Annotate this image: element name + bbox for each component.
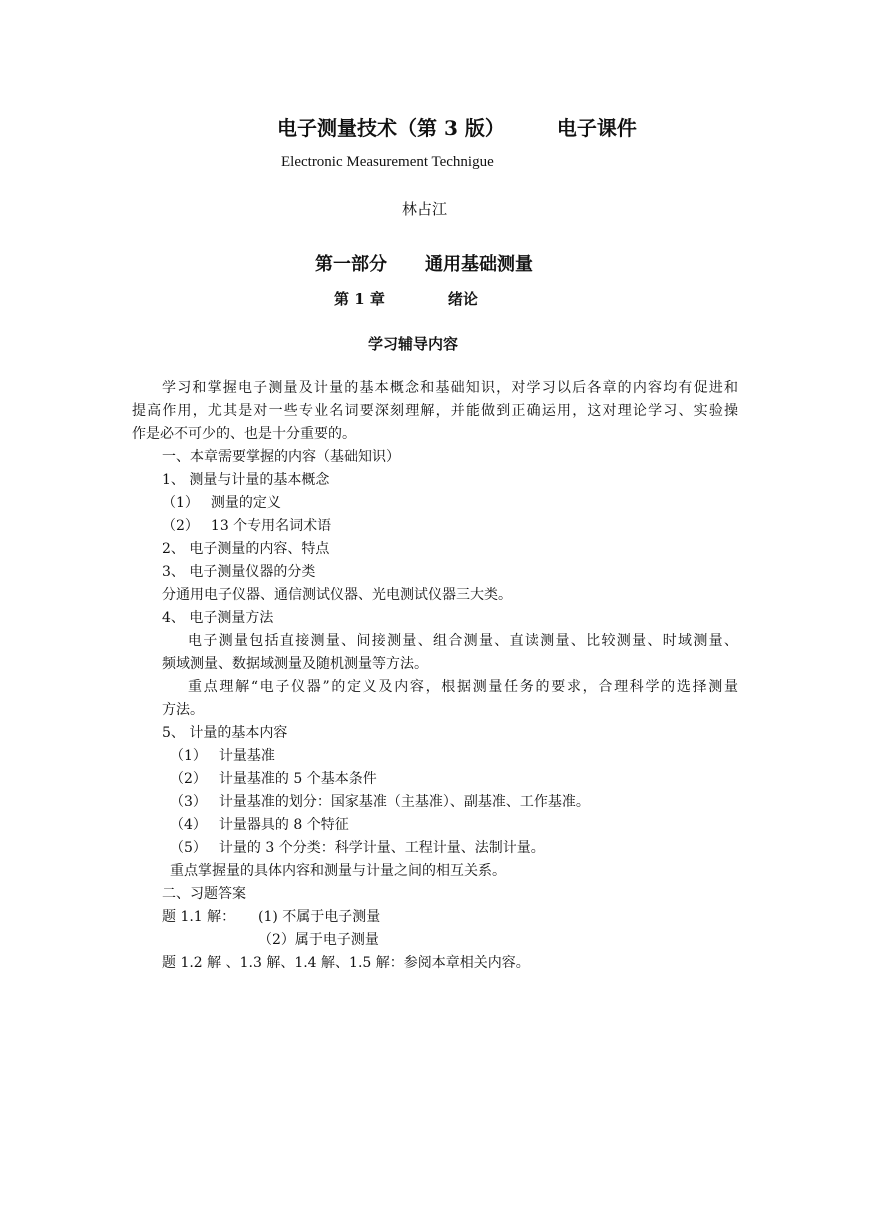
item-2-title: 2、 电子测量的内容、特点: [162, 541, 330, 557]
item-5-note: 重点掌握量的具体内容和测量与计量之间的相互关系。: [170, 863, 506, 879]
item-5-sub-1-num: （1）: [170, 748, 207, 764]
q1-label: 题 1.1 解：: [162, 909, 236, 925]
item-5-sub-1-text: 计量基准: [218, 748, 275, 764]
item-3-title: 3、 电子测量仪器的分类: [162, 564, 316, 580]
chapter-name: 绪论: [447, 290, 478, 308]
doc-title-main: 电子测量技术（第 3 版）: [277, 116, 505, 140]
item-1-title: 1、 测量与计量的基本概念: [162, 472, 330, 488]
item-5-sub-3-text: 计量基准的划分：国家基准（主基准）、副基准、工作基准。: [218, 794, 590, 810]
section-title: 学习辅导内容: [368, 335, 459, 353]
part-label: 第一部分: [315, 254, 387, 275]
intro-line-1: 学习和掌握电子测量及计量的基本概念和基础知识，对学习以后各章的内容均有促进和: [162, 380, 738, 396]
item-5-sub-5: [170, 838, 545, 858]
doc-subtitle-en: Electronic Measurement Technigue: [281, 154, 494, 170]
item-4-para-2-line-1: 重点理解“电子仪器”的定义及内容，根据测量任务的要求，合理科学的选择测量: [188, 679, 738, 695]
item-4-para-2-line-2: 方法。: [162, 702, 204, 718]
item-4-para-1-line-1: 电子测量包括直接测量、间接测量、组合测量、直读测量、比较测量、时域测量、: [188, 633, 738, 649]
part-one-heading: 一、本章需要掌握的内容（基础知识）: [162, 449, 400, 465]
item-4-para-1-line-2: 频域测量、数据域测量及随机测量等方法。: [162, 656, 428, 672]
item-5-sub-2: [170, 769, 377, 789]
intro-line-3: 作是必不可少的、也是十分重要的。: [132, 426, 356, 442]
item-5-sub-5-num: （5）: [170, 840, 207, 856]
chapter-heading: [334, 289, 478, 309]
item-5-sub-4: [170, 815, 349, 835]
doc-title: [277, 115, 637, 141]
item-5-sub-3-num: （3）: [170, 794, 207, 810]
item-5-sub-4-num: （4）: [170, 817, 207, 833]
item-1-sub-2-text: 13 个专用名词术语: [210, 518, 332, 534]
q-rest-answer: 题 1.2 解 、1.3 解、1.4 解、1.5 解：参阅本章相关内容。: [162, 955, 530, 971]
item-5-sub-4-text: 计量器具的 8 个特征: [218, 817, 349, 833]
doc-author: 林占江: [402, 200, 448, 218]
part-heading: [315, 253, 533, 277]
part-name: 通用基础测量: [425, 254, 533, 275]
item-1-sub-1-num: （1）: [162, 495, 199, 511]
item-5-sub-1: [170, 746, 275, 766]
item-5-sub-3: [170, 792, 590, 812]
item-1-sub-1-text: 测量的定义: [210, 495, 281, 511]
item-5-sub-2-num: （2）: [170, 771, 207, 787]
item-3-desc: 分通用电子仪器、通信测试仪器、光电测试仪器三大类。: [162, 587, 512, 603]
part-two-heading: 二、习题答案: [162, 886, 246, 902]
q1-answer-1: (1) 不属于电子测量: [258, 909, 381, 925]
item-5-title: 5、 计量的基本内容: [162, 725, 288, 741]
item-1-sub-2-num: （2）: [162, 518, 199, 534]
chapter-label: 第 1 章: [334, 290, 385, 308]
doc-title-suffix: 电子课件: [556, 116, 637, 140]
item-5-sub-5-text: 计量的 3 个分类：科学计量、工程计量、法制计量。: [218, 840, 545, 856]
intro-line-2: 提高作用，尤其是对一些专业名词要深刻理解，并能做到正确运用，这对理论学习、实验操: [132, 403, 738, 419]
item-1-sub-2: [162, 516, 331, 536]
q1-answer-2: （2）属于电子测量: [258, 932, 379, 948]
item-1-sub-1: [162, 493, 281, 513]
item-5-sub-2-text: 计量基准的 5 个基本条件: [218, 771, 377, 787]
item-4-title: 4、 电子测量方法: [162, 610, 274, 626]
